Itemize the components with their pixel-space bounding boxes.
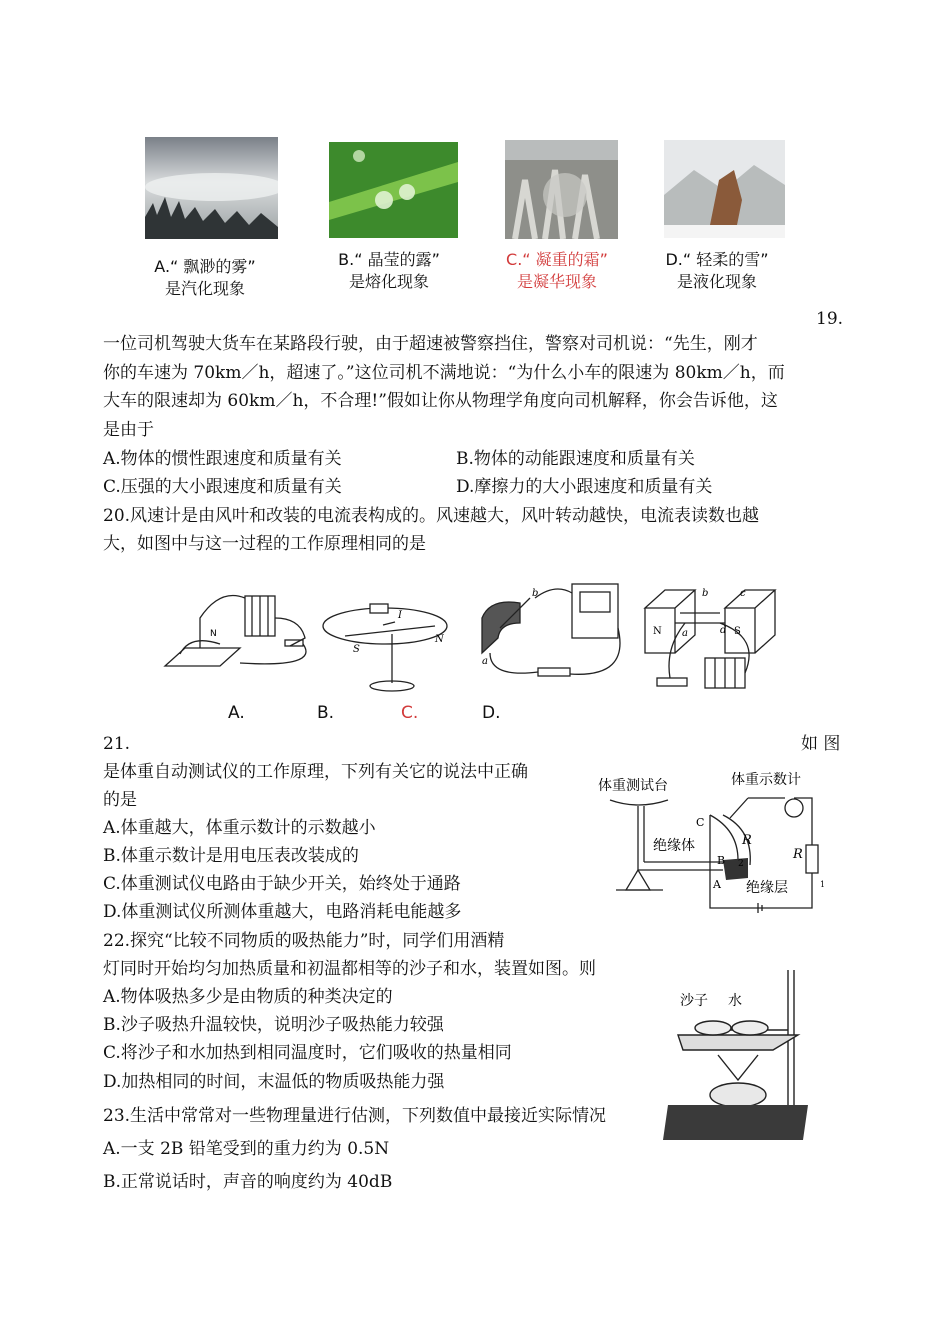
q23-option-b: B.正常说话时，声音的响度约为 40dB (103, 1172, 393, 1192)
fig-label-c: C (696, 816, 705, 829)
figure-b-s-label: S (353, 644, 360, 655)
heating-apparatus-diagram (658, 960, 818, 1145)
figure-a (165, 596, 306, 667)
figure-d-s-label: S (734, 626, 741, 637)
q19-option-d: D.摩擦力的大小跟速度和质量有关 (456, 477, 713, 497)
q18-option-a: A.“ 飘渺的雾” 是汽化现象 (154, 257, 256, 298)
figure-b-n-label: N (435, 634, 444, 645)
q21-option-d: D.体重测试仪所测体重越大，电路消耗电能越多 (103, 902, 462, 922)
q21-option-b: B.体重示数计是用电压表改装成的 (103, 846, 359, 866)
q21-option-a: A.体重越大，体重示数计的示数越小 (103, 818, 376, 838)
dew-photo (329, 142, 458, 238)
q22-option-a: A.物体吸热多少是由物质的种类决定的 (103, 987, 393, 1007)
figure-d-a-label: a (682, 628, 688, 639)
figure-d-n-label: N (653, 626, 662, 637)
figure-c-b-label: b (532, 588, 539, 599)
q20-option-d: D. (482, 703, 501, 723)
q21-head-left: 21. (103, 734, 131, 754)
snow-photo (664, 140, 785, 238)
fig-label-insulator: 绝缘体 (653, 838, 695, 854)
q21-line-1: 是体重自动测试仪的工作原理，下列有关它的说法中正确 (103, 762, 528, 782)
q20-option-b: B. (317, 703, 335, 723)
q21-option-c: C.体重测试仪电路由于缺少开关，始终处于通路 (103, 874, 461, 894)
q23-line: 23.生活中常常对一些物理量进行估测，下列数值中最接近实际情况 (103, 1106, 607, 1126)
fig-label-water: 水 (728, 993, 742, 1009)
figure-c (482, 584, 620, 676)
q19-option-a: A.物体的惯性跟速度和质量有关 (103, 449, 342, 469)
q20-option-c: C. (401, 703, 419, 723)
figure-b-i-label: I (398, 610, 402, 621)
q18-option-c: C.“ 凝重的霜” 是凝华现象 (506, 250, 608, 291)
q20-figures (160, 578, 790, 700)
fig-label-sub1: 1 (820, 880, 826, 889)
figure-d (645, 590, 775, 688)
q19-line-4: 是由于 (103, 420, 154, 440)
frost-photo (505, 140, 618, 239)
weight-tester-diagram (598, 770, 838, 920)
q22-option-c: C.将沙子和水加热到相同温度时，它们吸收的热量相同 (103, 1043, 512, 1063)
q19-option-b: B.物体的动能跟速度和质量有关 (456, 449, 695, 469)
fig-label-r-slide: R (742, 833, 752, 848)
q21-head-right: 如 图 (801, 734, 841, 754)
q22-option-b: B.沙子吸热升温较快，说明沙子吸热能力较强 (103, 1015, 444, 1035)
q22-option-d: D.加热相同的时间，末温低的物质吸热能力强 (103, 1072, 445, 1092)
figure-c-a-label: a (482, 656, 488, 667)
figure-d-b-label: b (702, 588, 709, 599)
figure-d-d-label: d (720, 625, 727, 636)
fig-label-sand: 沙子 (680, 993, 708, 1009)
q21-line-2: 的是 (103, 790, 137, 810)
q20-line-1: 20.风速计是由风叶和改装的电流表构成的。风速越大，风叶转动越快，电流表读数也越 (103, 506, 760, 526)
q19-line-2: 你的车速为 70km／h，超速了。”这位司机不满地说：“为什么小车的限速为 80km／h，而 (103, 363, 785, 383)
figure-a-n-label: N (210, 629, 217, 639)
q19-line-3: 大车的限速却为 60km／h，不合理!”假如让你从物理学角度向司机解释，你会告诉他，这 (103, 391, 778, 411)
q22-line-1: 22.探究“比较不同物质的吸热能力”时，同学们用酒精 (103, 931, 505, 951)
q19-line-1: 一位司机驾驶大货车在某路段行驶，由于超速被警察挡住，警察对司机说：“先生，刚才 (103, 334, 758, 354)
q23-option-a: A.一支 2B 铅笔受到的重力约为 0.5N (103, 1139, 390, 1159)
fig-label-r1: R (793, 847, 803, 862)
fig-label-sub2: 2 (738, 859, 744, 869)
fig-label-b: B (717, 854, 726, 867)
q19-option-c: C.压强的大小跟速度和质量有关 (103, 477, 342, 497)
fog-photo (145, 137, 278, 239)
fig-label-meter: 体重示数计 (731, 772, 801, 788)
q20-line-2: 大，如图中与这一过程的工作原理相同的是 (103, 534, 426, 554)
fig-label-layer: 绝缘层 (746, 880, 788, 896)
fig-label-platform: 体重测试台 (598, 778, 668, 794)
figure-d-c-label: c (740, 588, 746, 599)
figure-b (323, 604, 447, 691)
q19-number: 19. (816, 309, 844, 329)
q18-option-b: B.“ 晶莹的露” 是熔化现象 (338, 250, 440, 291)
fig-label-a: A (713, 878, 721, 891)
q20-option-a: A. (228, 703, 245, 723)
q18-option-d: D.“ 轻柔的雪” 是液化现象 (665, 250, 769, 291)
q22-line-2: 灯同时开始均匀加热质量和初温都相等的沙子和水，装置如图。则 (103, 959, 596, 979)
